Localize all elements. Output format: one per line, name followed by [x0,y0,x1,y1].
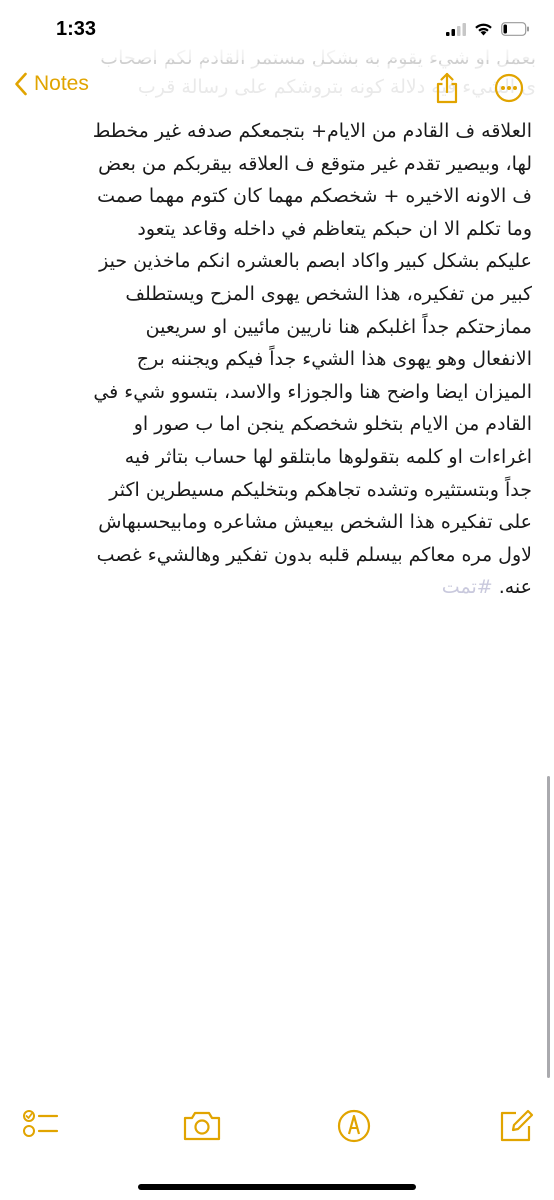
status-icons [446,22,530,36]
battery-icon [501,22,530,36]
note-line: وما تكلم الا ان حبكم يتعاظم في داخله وقاعد يتعود [137,217,532,240]
camera-button[interactable] [180,1104,224,1148]
scroll-indicator[interactable] [547,776,550,1078]
wifi-icon [474,22,493,36]
note-line: اغراءات او كلمه بتقولوها مابتلقو لها حساب بتاثر فيه [124,445,532,468]
note-line: ف الاونه الاخيره + شخصكم مهما كان كتوم مهما صمت [97,185,532,208]
status-bar [0,0,554,60]
back-to-notes-button[interactable] [14,72,89,96]
status-time: 1:33 [56,18,97,40]
bottom-toolbar [0,1080,554,1200]
note-line: كبير من تفكيره، هذا الشخص يهوى المزح ويستطلف [125,282,532,305]
navigation-bar [0,64,554,114]
compose-button[interactable] [494,1104,538,1148]
note-line: عليكم بشكل كبير واكاد ابصم بالعشره انكم ماخذين حيز [99,250,532,273]
note-last-line [20,571,532,604]
cellular-signal-icon [446,23,466,36]
note-line: القادم من الايام بتخلو شخصكم ينجن اما ب صور او [133,413,532,436]
hashtag-link[interactable]: #تمت [441,576,493,599]
note-line: جداً وبتستثيره وتشده تجاهكم وبتخليكم مسيطرين اكثر [109,478,532,501]
back-label: Notes [34,72,89,95]
note-line: لاول مره معاكم بيسلم قلبه بدون تفكير وهالشيء غصب [96,543,532,566]
more-icon[interactable] [494,73,524,103]
nav-actions [434,71,524,105]
markup-button[interactable] [332,1104,376,1148]
chevron-left-icon [14,72,28,96]
note-line-text: عنه. [498,576,532,599]
compose-icon [494,1104,538,1148]
checklist-button[interactable] [18,1104,62,1148]
home-indicator[interactable] [138,1184,416,1190]
note-line: الانفعال وهو يهوى هذا الشيء جداً فيكم ويجننه برج [136,348,532,371]
markup-icon [332,1104,376,1148]
note-line: ممازحتكم جداً اغلبكم هنا ناريين مائيين او سريعين [145,315,532,338]
note-line: لها، وبيصير تقدم غير متوقع ف العلاقه بيقربكم من بعض [98,152,532,175]
note-body[interactable] [20,115,532,604]
checklist-icon [18,1104,62,1148]
note-line: الميزان ايضا واضح هنا والجوزاء والاسد، بتسوو شيء في [93,380,532,403]
note-line: العلاقه ف القادم من الايام+ بتجمعكم صدفه غير مخطط [92,120,532,142]
share-icon[interactable] [434,71,460,105]
camera-icon [180,1104,224,1148]
note-line: على تفكيره هذا الشخص بيعيش مشاعره ومابيحسبهاش [98,511,532,534]
